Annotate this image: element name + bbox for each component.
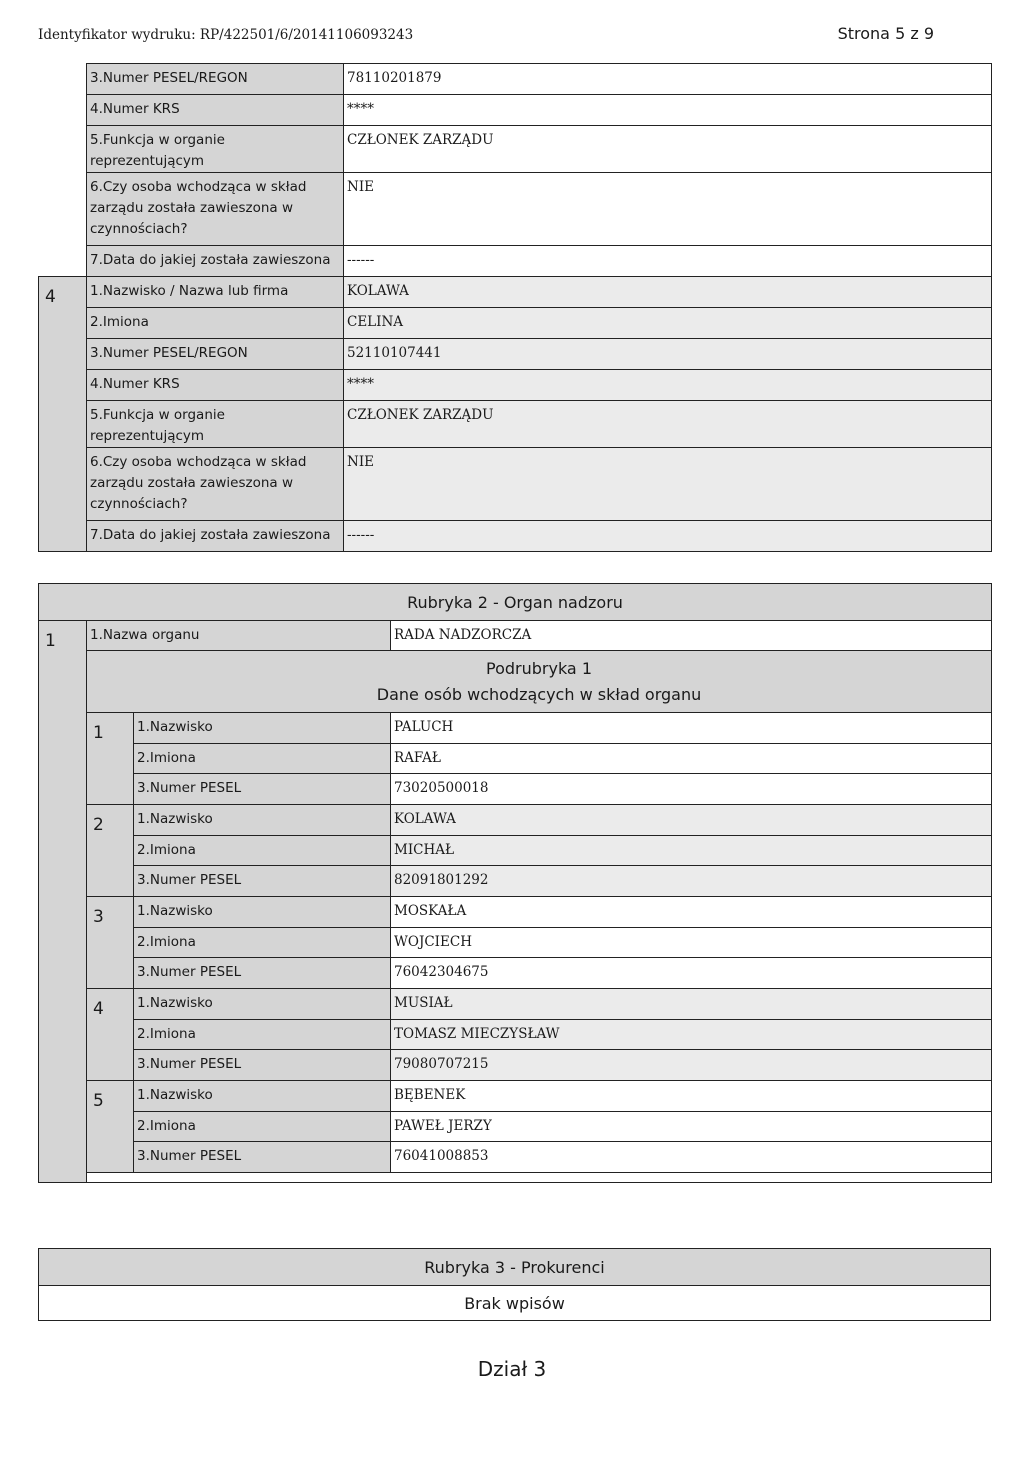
- field-label: 1.Nazwisko: [134, 1081, 391, 1112]
- field-value: MUSIAŁ: [391, 989, 992, 1020]
- field-value: ****: [344, 370, 992, 401]
- field-label: 3.Numer PESEL/REGON: [87, 64, 344, 95]
- field-value: MICHAŁ: [391, 836, 992, 866]
- field-value: 79080707215: [391, 1050, 992, 1081]
- rubryka-3-table: [38, 1248, 991, 1321]
- field-value: 73020500018: [391, 774, 992, 805]
- field-label: 5.Funkcja w organie reprezentującym: [87, 401, 344, 448]
- field-label: 5.Funkcja w organie reprezentującym: [87, 126, 344, 173]
- field-value: ****: [344, 95, 992, 126]
- field-value: PAWEŁ JERZY: [391, 1112, 992, 1142]
- field-label: 2.Imiona: [134, 1112, 391, 1142]
- field-value: 78110201879: [344, 64, 992, 95]
- field-label: 2.Imiona: [134, 928, 391, 958]
- subsection-title: [87, 651, 992, 713]
- field-value: RADA NADZORCZA: [391, 621, 992, 651]
- field-label: 1.Nazwisko: [134, 713, 391, 744]
- field-value: CZŁONEK ZARZĄDU: [344, 126, 992, 173]
- field-value: ------: [344, 246, 992, 277]
- field-label: 1.Nazwisko: [134, 897, 391, 928]
- field-label: 1.Nazwisko / Nazwa lub firma: [87, 277, 344, 308]
- field-value: BĘBENEK: [391, 1081, 992, 1112]
- person-number: 5: [87, 1081, 134, 1173]
- field-label: 1.Nazwisko: [134, 805, 391, 836]
- field-value: NIE: [344, 173, 992, 246]
- print-identifier: Identyfikator wydruku: RP/422501/6/20141106093243: [38, 27, 414, 43]
- field-label: 3.Numer PESEL: [134, 958, 391, 989]
- person-number: 2: [87, 805, 134, 897]
- section-title: Rubryka 3 - Prokurenci: [39, 1249, 991, 1286]
- section-title: Rubryka 2 - Organ nadzoru: [39, 584, 992, 621]
- field-label: 2.Imiona: [134, 836, 391, 866]
- field-value: KOLAWA: [344, 277, 992, 308]
- field-value: 76041008853: [391, 1142, 992, 1173]
- field-label: 4.Numer KRS: [87, 370, 344, 401]
- field-label: 3.Numer PESEL: [134, 1050, 391, 1081]
- person-number: 4: [87, 989, 134, 1081]
- field-label: 2.Imiona: [134, 1020, 391, 1050]
- empty-entries-text: Brak wpisów: [39, 1286, 991, 1321]
- field-value: 82091801292: [391, 866, 992, 897]
- subsection-title-line-1: Podrubryka 1: [486, 658, 592, 678]
- field-label: 2.Imiona: [87, 308, 344, 339]
- field-label: 3.Numer PESEL: [134, 774, 391, 805]
- field-value: 76042304675: [391, 958, 992, 989]
- field-label: 1.Nazwa organu: [87, 621, 391, 651]
- field-value: MOSKAŁA: [391, 897, 992, 928]
- table-end-spacer: [87, 1173, 992, 1183]
- field-value: WOJCIECH: [391, 928, 992, 958]
- field-label: 4.Numer KRS: [87, 95, 344, 126]
- blank-margin-cell: [39, 64, 87, 277]
- rubryka-2-table: [38, 583, 992, 1183]
- field-label: 7.Data do jakiej została zawieszona: [87, 521, 344, 552]
- field-label: 7.Data do jakiej została zawieszona: [87, 246, 344, 277]
- field-value: TOMASZ MIECZYSŁAW: [391, 1020, 992, 1050]
- board-members-table: [38, 63, 992, 552]
- entry-number: 1: [39, 621, 87, 1183]
- field-value: ------: [344, 521, 992, 552]
- field-value: RAFAŁ: [391, 744, 992, 774]
- field-label: 1.Nazwisko: [134, 989, 391, 1020]
- field-label: 6.Czy osoba wchodząca w skład zarządu została zawieszona w czynnościach?: [87, 173, 344, 246]
- field-value: KOLAWA: [391, 805, 992, 836]
- subsection-title-line-2: Dane osób wchodzących w skład organu: [376, 684, 702, 704]
- field-value: NIE: [344, 448, 992, 521]
- page-indicator: Strona 5 z 9: [837, 24, 934, 43]
- section-heading: Dział 3: [477, 1357, 547, 1381]
- field-label: 3.Numer PESEL: [134, 1142, 391, 1173]
- field-value: CZŁONEK ZARZĄDU: [344, 401, 992, 448]
- person-number: 1: [87, 713, 134, 805]
- field-label: 3.Numer PESEL: [134, 866, 391, 897]
- field-label: 3.Numer PESEL/REGON: [87, 339, 344, 370]
- entry-number: 4: [39, 277, 87, 552]
- field-value: 52110107441: [344, 339, 992, 370]
- person-number: 3: [87, 897, 134, 989]
- field-label: 6.Czy osoba wchodząca w skład zarządu została zawieszona w czynnościach?: [87, 448, 344, 521]
- field-value: CELINA: [344, 308, 992, 339]
- field-label: 2.Imiona: [134, 744, 391, 774]
- field-value: PALUCH: [391, 713, 992, 744]
